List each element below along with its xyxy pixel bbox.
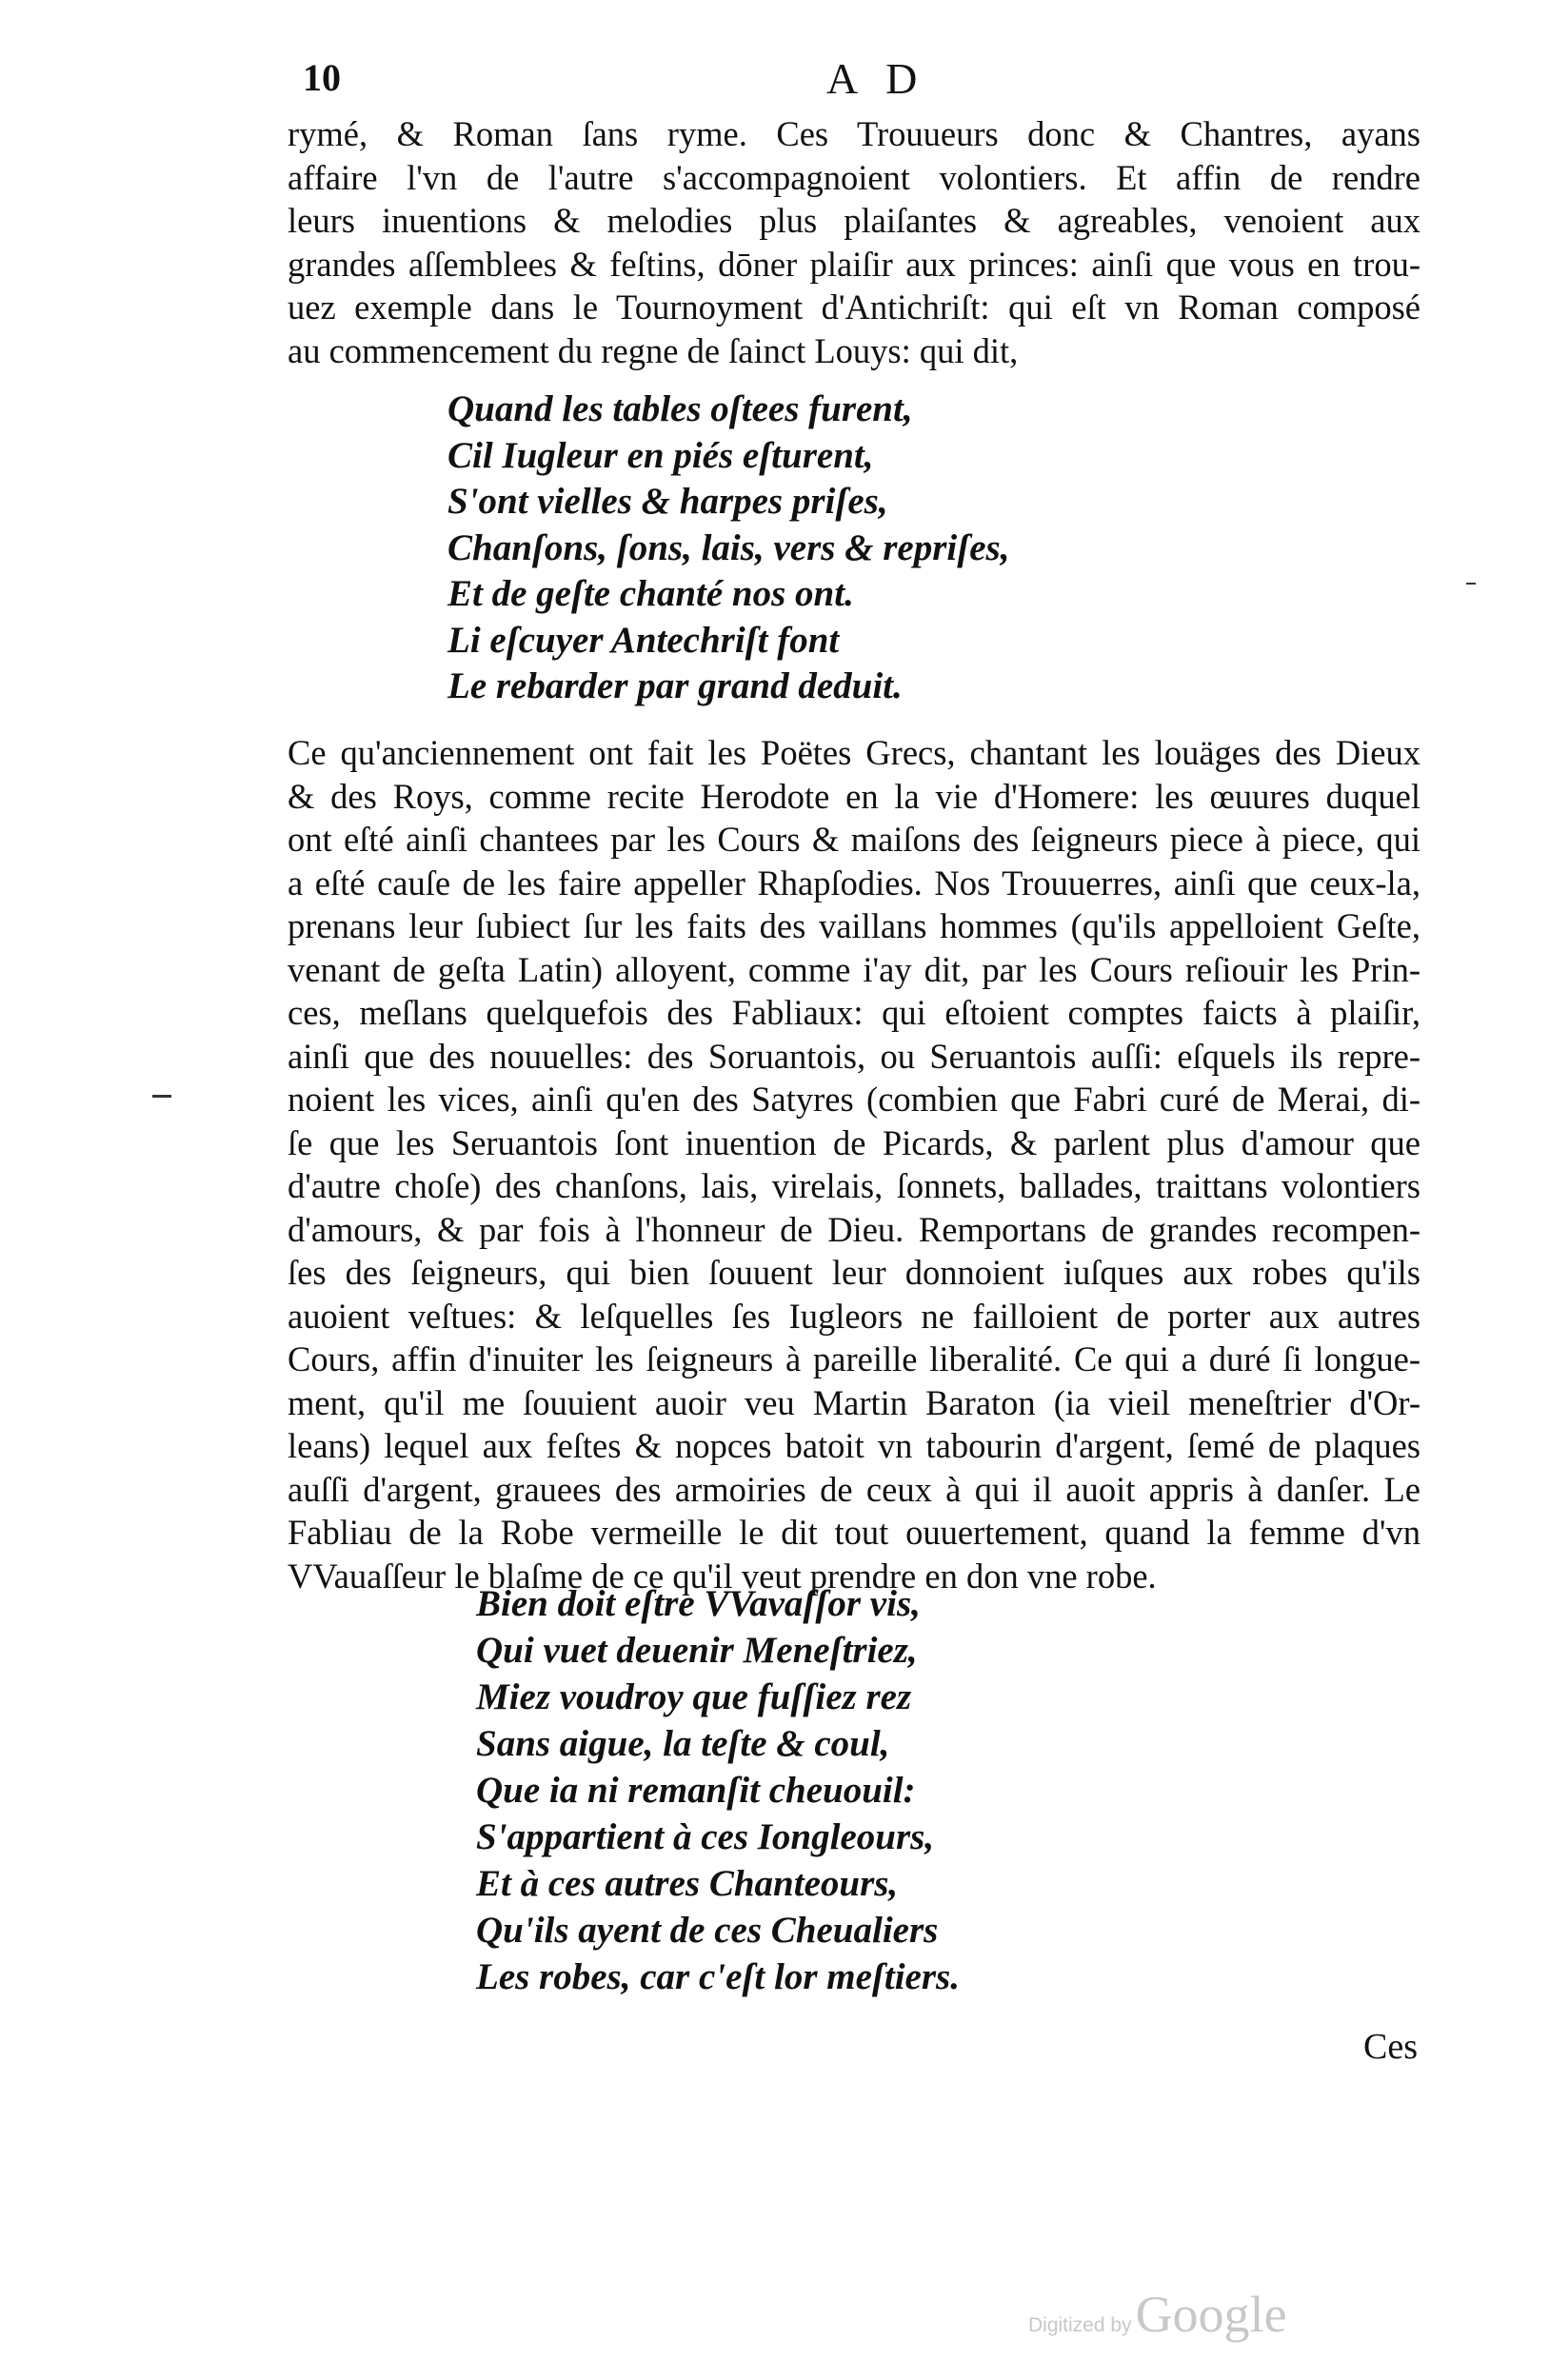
- prose-block-2: [288, 731, 1421, 1597]
- ink-speck: [152, 1095, 171, 1098]
- verse-line: Et de geſte chanté nos ont.: [447, 573, 854, 614]
- digitization-watermark: [1028, 2285, 1287, 2344]
- text-line: venant de geſta Latin) alloyent, comme i'ay dit, par les Cours reſiouir les Prin-: [288, 949, 1421, 989]
- verse-line: Chanſons, ſons, lais, vers & repriſes,: [447, 526, 1010, 568]
- text-line: Cours, affin d'inuiter les ſeigneurs à pareille liberalité. Ce qui a duré ſi longue-: [288, 1339, 1421, 1378]
- verse-line: Bien doit eſtre VVavaſſor vis,: [476, 1583, 921, 1624]
- text-line: rymé, & Roman ſans ryme. Ces Trouueurs donc & Chantres, ayans: [288, 114, 1421, 153]
- text-line: au commencement du regne de ſainct Louys: qui dit,: [288, 330, 1019, 370]
- text-line: leans) lequel aux feſtes & nopces batoit vn tabourin d'argent, ſemé de plaques: [288, 1426, 1421, 1465]
- verse-line: Cil Iugleur en piés eſturent,: [447, 434, 874, 476]
- verse-line: S'ont vielles & harpes priſes,: [447, 481, 888, 522]
- text-line: ment, qu'il me ſouuient auoir veu Martin Baraton (ia vieil meneſtrier d'Or-: [288, 1382, 1421, 1422]
- text-line: prenans leur ſubiect ſur les faits des vaillans hommes (qu'ils appelloient Geſte,: [288, 906, 1421, 945]
- text-line: auſſi d'argent, grauees des armoiries de ceux à qui il auoit appris à danſer. Le: [288, 1469, 1421, 1509]
- text-line: leurs inuentions & melodies plus plaiſantes & agreables, venoient aux: [288, 201, 1421, 240]
- verse-line: Le rebarder par grand deduit.: [447, 665, 903, 706]
- text-line: noient les vices, ainſi qu'en des Satyres (combien que Fabri curé de Merai, di-: [288, 1080, 1421, 1119]
- page-number: 10: [303, 56, 341, 99]
- ink-speck: [1466, 583, 1476, 585]
- google-logo: Google: [1135, 2286, 1287, 2343]
- watermark-caption: Digitized by: [1028, 2314, 1132, 2336]
- prose-block-1: [288, 112, 1421, 372]
- text-line: uez exemple dans le Tournoyment d'Antichriſt: qui eſt vn Roman composé: [288, 288, 1421, 327]
- text-line: Fabliau de la Robe vermeille le dit tout ouuertement, quand la femme d'vn: [288, 1513, 1421, 1552]
- verse-line: Li eſcuyer Antechriſt font: [447, 619, 840, 661]
- verse-line: S'appartient à ces Iongleours,: [476, 1816, 935, 1857]
- verse-line: Les robes, car c'eſt lor meſtiers.: [476, 1956, 960, 1997]
- catchword: Ces: [1363, 2027, 1418, 2067]
- verse-line: Qu'ils ayent de ces Cheualiers: [476, 1910, 939, 1951]
- text-line: ſes des ſeigneurs, qui bien ſouuent leur donnoient iuſques aux robes qu'ils: [288, 1253, 1421, 1292]
- verse-line: Sans aigue, la teſte & coul,: [476, 1723, 890, 1764]
- verse-line: Miez voudroy que fuſſiez rez: [476, 1676, 912, 1717]
- verse-line: Quand les tables oſtees furent,: [447, 388, 913, 429]
- text-line: ces, meſlans quelquefois des Fabliaux: qui eſtoient comptes faicts à plaiſir,: [288, 993, 1421, 1032]
- text-line: d'autre choſe) des chanſons, lais, virelais, ſonnets, ballades, traittans volontiers: [288, 1166, 1421, 1205]
- text-line: VVauaſſeur le blaſme de ce qu'il veut prendre en don vne robe.: [288, 1556, 1157, 1596]
- verse-line: Qui vuet deuenir Meneſtriez,: [476, 1630, 918, 1671]
- running-head: A D: [826, 54, 927, 103]
- text-line: a eſté cauſe de les faire appeller Rhapſodies. Nos Trouuerres, ainſi que ceux-la,: [288, 863, 1421, 902]
- text-line: & des Roys, comme recite Herodote en la vie d'Homere: les œuures duquel: [288, 776, 1421, 816]
- text-line: d'amours, & par fois à l'honneur de Dieu. Remportans de grandes recompen-: [288, 1209, 1421, 1249]
- text-line: auoient veſtues: & leſquelles ſes Iugleors ne failloient de porter aux autres: [288, 1296, 1421, 1336]
- text-line: ainſi que des nouuelles: des Soruantois, ou Seruantois auſſi: eſquels ils repre-: [288, 1036, 1421, 1076]
- text-line: Ce qu'anciennement ont fait les Poëtes Grecs, chantant les louäges des Dieux: [288, 733, 1421, 772]
- verse-quotation-2: [476, 1580, 960, 2000]
- verse-line: Et à ces autres Chanteours,: [476, 1863, 899, 1904]
- text-line: ont eſté ainſi chantees par les Cours & maiſons des ſeigneurs piece à piece, qui: [288, 820, 1421, 859]
- text-line: ſe que les Seruantois ſont inuention de Picards, & parlent plus d'amour que: [288, 1122, 1421, 1162]
- text-line: grandes aſſemblees & feſtins, dōner plaiſir aux princes: ainſi que vous en trou-: [288, 244, 1421, 284]
- verse-quotation-1: [447, 387, 1009, 710]
- verse-line: Que ia ni remanſit cheuouil:: [476, 1770, 916, 1811]
- text-line: affaire l'vn de l'autre s'accompagnoient volontiers. Et affin de rendre: [288, 157, 1421, 197]
